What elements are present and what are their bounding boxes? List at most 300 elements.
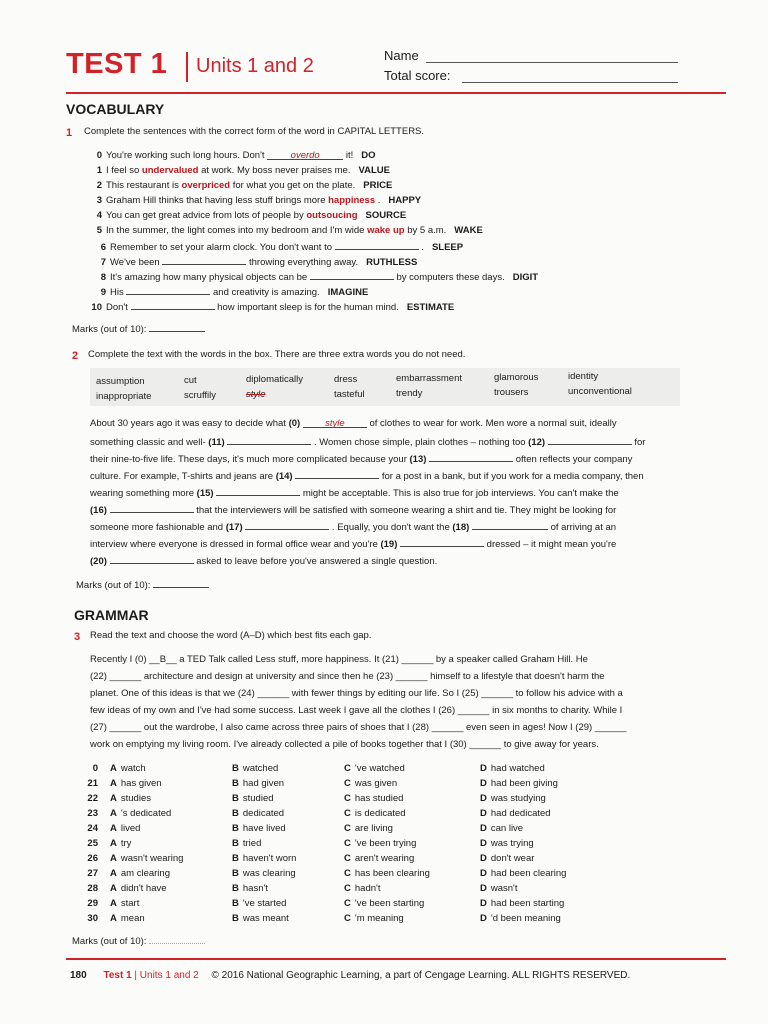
vocabulary-heading: VOCABULARY bbox=[66, 101, 165, 117]
option-number: 0 bbox=[92, 763, 98, 774]
gap-number: (20) bbox=[90, 556, 107, 567]
answer-blank[interactable] bbox=[131, 300, 215, 310]
box-word: diplomatically bbox=[246, 374, 304, 385]
title-divider bbox=[186, 52, 188, 82]
option-d[interactable] bbox=[480, 838, 534, 849]
answer-blank[interactable] bbox=[110, 554, 194, 564]
option-text: lived bbox=[120, 823, 141, 834]
option-number: 24 bbox=[87, 823, 98, 834]
answer-blank[interactable] bbox=[548, 435, 632, 445]
answer-blank[interactable] bbox=[472, 520, 548, 530]
option-letter: A bbox=[110, 898, 117, 909]
option-c[interactable] bbox=[344, 808, 406, 819]
item-text: Remember to set your alarm clock. You don't want to bbox=[110, 242, 333, 253]
handwritten-answer: outsoucing bbox=[306, 210, 358, 221]
footer-copyright: © 2016 National Geographic Learning, a part of Cengage Learning. ALL RIGHTS RESERVED. bbox=[211, 970, 631, 981]
option-text: wasn't bbox=[490, 883, 518, 894]
option-text: hadn't bbox=[354, 883, 381, 894]
item-text: His bbox=[110, 287, 124, 298]
option-letter: D bbox=[480, 868, 487, 879]
gap-number: (16) bbox=[90, 505, 107, 516]
vocab-item bbox=[92, 240, 463, 253]
grammar-text-line: (27) ______ out the wardrobe, I also came across three pairs of shoes that I (28) ______ even seen in ages! Now I (29) ______ bbox=[90, 722, 627, 733]
option-text: 've watched bbox=[354, 763, 405, 774]
option-text: 'm meaning bbox=[354, 913, 404, 924]
item-text: for what you get on the plate. bbox=[232, 180, 356, 191]
grammar-text-line: (22) ______ architecture and design at university and since then he (23) ______ himself to a lifestyle that doesn't harm the bbox=[90, 671, 605, 682]
answer-blank[interactable] bbox=[429, 452, 513, 462]
grammar-heading: GRAMMAR bbox=[74, 607, 149, 623]
paragraph-line bbox=[90, 520, 616, 533]
capital-word: WAKE bbox=[454, 225, 483, 236]
capital-word: SOURCE bbox=[365, 210, 407, 221]
option-text: aren't wearing bbox=[354, 853, 415, 864]
option-letter: B bbox=[232, 793, 239, 804]
option-text: has been clearing bbox=[354, 868, 430, 879]
paragraph-text: might be acceptable. This is also true for job interviews. You can't make the bbox=[302, 488, 619, 499]
handwritten-answer: happiness bbox=[328, 195, 376, 206]
name-field[interactable] bbox=[426, 62, 678, 63]
option-letter: C bbox=[344, 823, 351, 834]
page-number: 180 bbox=[70, 970, 87, 981]
option-letter: D bbox=[480, 763, 487, 774]
option-text: 's dedicated bbox=[120, 808, 172, 819]
option-b[interactable] bbox=[232, 898, 286, 909]
option-letter: C bbox=[344, 838, 351, 849]
option-c[interactable] bbox=[344, 778, 397, 789]
option-d[interactable] bbox=[480, 823, 523, 834]
grammar-text-line: few ideas of my own and I've had some success. Last week I gave all the clothes I (26) ______ in six months to charity. While I bbox=[90, 705, 623, 716]
option-d[interactable] bbox=[480, 853, 534, 864]
vocab-item bbox=[88, 180, 392, 191]
option-text: has studied bbox=[354, 793, 404, 804]
paragraph-line bbox=[90, 469, 644, 482]
option-text: 've been starting bbox=[354, 898, 425, 909]
item-number: 6 bbox=[100, 242, 106, 253]
item-text: I feel so bbox=[106, 165, 140, 176]
capital-word: VALUE bbox=[358, 165, 390, 176]
item-number: 10 bbox=[91, 302, 102, 313]
option-text: had given bbox=[242, 778, 285, 789]
handwritten-answer: overpriced bbox=[181, 180, 231, 191]
gap-number: (19) bbox=[380, 539, 398, 550]
answer-blank[interactable] bbox=[126, 285, 210, 295]
option-letter: D bbox=[480, 883, 487, 894]
option-text: was meant bbox=[242, 913, 289, 924]
box-word: assumption bbox=[96, 376, 145, 387]
option-text: was clearing bbox=[242, 868, 296, 879]
paragraph-text: their nine-to-five life. These days, it's much more complicated because your bbox=[90, 454, 407, 465]
gap-number: (11) bbox=[208, 437, 225, 448]
gap-number: (17) bbox=[225, 522, 243, 533]
example-answer: style bbox=[325, 418, 345, 429]
question-number-1: 1 bbox=[66, 127, 73, 139]
option-a[interactable] bbox=[110, 823, 140, 834]
option-text: 've been trying bbox=[354, 838, 417, 849]
box-word: embarrassment bbox=[396, 373, 462, 384]
option-number: 25 bbox=[87, 838, 98, 849]
box-word: trendy bbox=[396, 388, 423, 399]
option-a[interactable] bbox=[110, 913, 145, 924]
gap-number: (0) bbox=[288, 418, 301, 429]
option-text: had been starting bbox=[490, 898, 565, 909]
marks-q1-field[interactable] bbox=[149, 322, 205, 332]
option-c[interactable] bbox=[344, 898, 424, 909]
option-text: had dedicated bbox=[490, 808, 551, 819]
vocab-item bbox=[92, 270, 538, 283]
option-text: had been giving bbox=[490, 778, 558, 789]
option-text: can live bbox=[490, 823, 524, 834]
answer-blank[interactable] bbox=[227, 435, 311, 445]
option-a[interactable] bbox=[110, 838, 131, 849]
gap-number: (15) bbox=[196, 488, 214, 499]
option-c[interactable] bbox=[344, 793, 403, 804]
vocab-item bbox=[92, 285, 368, 298]
option-letter: C bbox=[344, 913, 351, 924]
option-b[interactable] bbox=[232, 913, 289, 924]
option-b[interactable] bbox=[232, 838, 261, 849]
option-b[interactable] bbox=[232, 778, 284, 789]
option-number: 29 bbox=[87, 898, 98, 909]
option-d[interactable] bbox=[480, 793, 546, 804]
paragraph-text: interview where everyone is dressed in formal office wear and you're bbox=[90, 539, 378, 550]
paragraph-text: of arriving at an bbox=[550, 522, 617, 533]
handwritten-answer: undervalued bbox=[141, 165, 199, 176]
paragraph-text: something classic and well- bbox=[90, 437, 206, 448]
item-number: 7 bbox=[100, 257, 106, 268]
item-text: Don't bbox=[106, 302, 128, 313]
vocab-item bbox=[88, 150, 375, 161]
option-letter: D bbox=[480, 913, 487, 924]
item-text: . bbox=[377, 195, 381, 206]
question-number-3: 3 bbox=[74, 631, 81, 643]
item-text: and creativity is amazing. bbox=[213, 287, 320, 298]
paragraph-line bbox=[90, 418, 617, 429]
item-text: This restaurant is bbox=[106, 180, 179, 191]
option-number: 22 bbox=[87, 793, 98, 804]
capital-word: PRICE bbox=[363, 180, 393, 191]
example-answer: overdo bbox=[290, 150, 320, 161]
option-letter: B bbox=[232, 868, 239, 879]
option-b[interactable] bbox=[232, 808, 284, 819]
option-a[interactable] bbox=[110, 763, 146, 774]
answer-blank[interactable] bbox=[310, 270, 394, 280]
answer-blank[interactable] bbox=[335, 240, 419, 250]
box-word: inappropriate bbox=[96, 391, 152, 402]
option-letter: A bbox=[110, 778, 117, 789]
option-a[interactable] bbox=[110, 868, 170, 879]
gap-number: (18) bbox=[452, 522, 470, 533]
paragraph-line bbox=[90, 435, 645, 448]
option-letter: D bbox=[480, 793, 487, 804]
paragraph-text: of clothes to wear for work. Men wore a normal suit, ideally bbox=[369, 418, 617, 429]
option-letter: D bbox=[480, 838, 487, 849]
score-label: Total score: bbox=[384, 68, 451, 83]
item-text: by 5 a.m. bbox=[407, 225, 447, 236]
option-b[interactable] bbox=[232, 823, 286, 834]
option-text: try bbox=[120, 838, 132, 849]
capital-word: DIGIT bbox=[512, 272, 539, 283]
item-number: 1 bbox=[96, 165, 102, 176]
answer-blank[interactable] bbox=[295, 469, 379, 479]
option-text: has given bbox=[120, 778, 162, 789]
paragraph-text: . Women chose simple, plain clothes – nothing too bbox=[313, 437, 526, 448]
item-text: at work. My boss never praises me. bbox=[201, 165, 351, 176]
paragraph-line bbox=[90, 537, 616, 550]
answer-blank[interactable] bbox=[303, 418, 367, 428]
option-letter: C bbox=[344, 868, 351, 879]
option-letter: B bbox=[232, 778, 239, 789]
option-text: was given bbox=[354, 778, 398, 789]
option-c[interactable] bbox=[344, 883, 380, 894]
item-number: 2 bbox=[96, 180, 102, 191]
option-letter: B bbox=[232, 853, 239, 864]
option-letter: C bbox=[344, 778, 351, 789]
paragraph-text: often reflects your company bbox=[515, 454, 633, 465]
answer-blank[interactable] bbox=[400, 537, 484, 547]
option-number: 26 bbox=[87, 853, 98, 864]
answer-blank[interactable] bbox=[245, 520, 329, 530]
vocab-item bbox=[88, 210, 406, 221]
marks-q2-field[interactable] bbox=[153, 578, 209, 588]
header-rule bbox=[66, 92, 726, 94]
option-a[interactable] bbox=[110, 883, 167, 894]
option-d[interactable] bbox=[480, 763, 545, 774]
option-text: 've started bbox=[242, 898, 287, 909]
option-text: are living bbox=[354, 823, 393, 834]
option-letter: A bbox=[110, 883, 117, 894]
option-letter: A bbox=[110, 793, 117, 804]
option-number: 28 bbox=[87, 883, 98, 894]
paragraph-text: wearing something more bbox=[90, 488, 195, 499]
question-1-instruction: Complete the sentences with the correct form of the word in CAPITAL LETTERS. bbox=[84, 126, 425, 137]
grammar-text-line: planet. One of this ideas is that we (24) ______ with fewer things by editing our life. So I (25) ______ to follow his advice with a bbox=[90, 688, 623, 699]
option-number: 30 bbox=[87, 913, 98, 924]
grammar-text-line: work on emptying my living room. I've already collected a pile of books together that I (30) ______ to give away for years. bbox=[90, 739, 599, 750]
option-letter: A bbox=[110, 823, 117, 834]
option-d[interactable] bbox=[480, 883, 518, 894]
option-letter: D bbox=[480, 853, 487, 864]
item-number: 9 bbox=[100, 287, 106, 298]
capital-word: SLEEP bbox=[431, 242, 464, 253]
box-word: glamorous bbox=[494, 372, 539, 383]
item-text: throwing everything away. bbox=[248, 257, 359, 268]
option-letter: A bbox=[110, 853, 117, 864]
option-letter: C bbox=[344, 883, 351, 894]
item-text: We've been bbox=[110, 257, 160, 268]
footer bbox=[70, 970, 630, 981]
option-letter: B bbox=[232, 913, 239, 924]
option-text: is dedicated bbox=[354, 808, 406, 819]
box-word: dress bbox=[334, 374, 358, 385]
option-d[interactable] bbox=[480, 778, 558, 789]
item-text: Graham Hill thinks that having less stuff brings more bbox=[106, 195, 326, 206]
total-score-field[interactable] bbox=[462, 82, 678, 83]
item-text: You can get great advice from lots of people by bbox=[106, 210, 304, 221]
option-letter: B bbox=[232, 808, 239, 819]
marks-q1: Marks (out of 10): bbox=[72, 322, 205, 335]
marks-q2: Marks (out of 10): bbox=[76, 578, 209, 591]
option-a[interactable] bbox=[110, 778, 162, 789]
item-text: In the summer, the light comes into my bedroom and I'm wide bbox=[106, 225, 365, 236]
option-letter: D bbox=[480, 898, 487, 909]
option-letter: A bbox=[110, 763, 117, 774]
option-letter: C bbox=[344, 898, 351, 909]
capital-word: ESTIMATE bbox=[406, 302, 455, 313]
item-text: by computers these days. bbox=[396, 272, 505, 283]
option-text: studied bbox=[242, 793, 274, 804]
option-b[interactable] bbox=[232, 853, 296, 864]
option-letter: B bbox=[232, 823, 239, 834]
gap-number: (12) bbox=[528, 437, 546, 448]
option-text: start bbox=[120, 898, 140, 909]
capital-word: IMAGINE bbox=[327, 287, 369, 298]
paragraph-line bbox=[90, 452, 632, 465]
option-d[interactable] bbox=[480, 868, 566, 879]
option-text: don't wear bbox=[490, 853, 535, 864]
paragraph-text: . Equally, you don't want the bbox=[331, 522, 450, 533]
item-number: 0 bbox=[96, 150, 102, 161]
option-text: 'd been meaning bbox=[490, 913, 561, 924]
gap-number: (14) bbox=[275, 471, 293, 482]
box-word: unconventional bbox=[568, 386, 632, 397]
name-label: Name bbox=[384, 48, 419, 63]
option-text: was trying bbox=[490, 838, 534, 849]
box-word: identity bbox=[568, 371, 599, 382]
paragraph-text: asked to leave before you've answered a single question. bbox=[196, 556, 438, 567]
answer-blank[interactable] bbox=[267, 150, 343, 160]
option-letter: D bbox=[480, 808, 487, 819]
option-c[interactable] bbox=[344, 868, 430, 879]
test-title: TEST 1 bbox=[66, 48, 168, 80]
option-b[interactable] bbox=[232, 793, 274, 804]
gap-number: (13) bbox=[409, 454, 427, 465]
option-a[interactable] bbox=[110, 853, 183, 864]
paragraph-line bbox=[90, 503, 616, 516]
answer-blank[interactable] bbox=[216, 486, 300, 496]
option-d[interactable] bbox=[480, 913, 561, 924]
item-text: it! bbox=[345, 150, 354, 161]
option-c[interactable] bbox=[344, 913, 404, 924]
option-d[interactable] bbox=[480, 898, 564, 909]
question-3-instruction: Read the text and choose the word (A–D) which best fits each gap. bbox=[90, 630, 372, 641]
option-text: had watched bbox=[490, 763, 545, 774]
option-letter: C bbox=[344, 853, 351, 864]
capital-word: HAPPY bbox=[388, 195, 422, 206]
box-word: scruffily bbox=[184, 390, 217, 401]
paragraph-text: About 30 years ago it was easy to decide what bbox=[90, 418, 286, 429]
option-text: wasn't wearing bbox=[120, 853, 184, 864]
paragraph-text: for a post in a bank, but if you work for a media company, then bbox=[381, 471, 644, 482]
capital-word: DO bbox=[361, 150, 376, 161]
item-text: You're working such long hours. Don't bbox=[106, 150, 265, 161]
option-letter: A bbox=[110, 913, 117, 924]
paragraph-text: for bbox=[634, 437, 646, 448]
option-text: mean bbox=[120, 913, 145, 924]
option-text: tried bbox=[242, 838, 262, 849]
footer-test: Test 1 bbox=[103, 970, 132, 981]
vocab-item bbox=[88, 300, 454, 313]
marks-q3-field[interactable] bbox=[149, 934, 205, 944]
option-letter: D bbox=[480, 778, 487, 789]
option-c[interactable] bbox=[344, 763, 405, 774]
item-text: It's amazing how many physical objects can be bbox=[110, 272, 308, 283]
option-b[interactable] bbox=[232, 883, 268, 894]
option-letter: B bbox=[232, 838, 239, 849]
vocab-item bbox=[88, 165, 390, 176]
paragraph-line bbox=[90, 554, 437, 567]
capital-word: RUTHLESS bbox=[366, 257, 418, 268]
marks-q3: Marks (out of 10): bbox=[72, 934, 205, 947]
paragraph-text: someone more fashionable and bbox=[90, 522, 224, 533]
item-number: 8 bbox=[100, 272, 106, 283]
question-2-instruction: Complete the text with the words in the box. There are three extra words you do not need. bbox=[88, 349, 466, 360]
option-b[interactable] bbox=[232, 868, 296, 879]
option-text: hasn't bbox=[242, 883, 268, 894]
option-text: am clearing bbox=[120, 868, 170, 879]
option-text: watched bbox=[242, 763, 279, 774]
option-text: watch bbox=[120, 763, 146, 774]
box-word: style bbox=[246, 389, 266, 400]
units-title: Units 1 and 2 bbox=[196, 55, 314, 77]
option-letter: A bbox=[110, 808, 117, 819]
answer-blank[interactable] bbox=[110, 503, 194, 513]
item-number: 3 bbox=[96, 195, 102, 206]
item-text: . bbox=[421, 242, 424, 253]
option-c[interactable] bbox=[344, 853, 414, 864]
option-number: 27 bbox=[87, 868, 98, 879]
answer-blank[interactable] bbox=[162, 255, 246, 265]
option-a[interactable] bbox=[110, 898, 139, 909]
paragraph-text: dressed – it might mean you're bbox=[486, 539, 617, 550]
grammar-text-line: Recently I (0) __B__ a TED Talk called Less stuff, more happiness. It (21) ______ by a speaker called Graham Hill. He bbox=[90, 654, 588, 665]
item-number: 4 bbox=[96, 210, 102, 221]
option-letter: B bbox=[232, 883, 239, 894]
question-number-2: 2 bbox=[72, 350, 79, 362]
option-letter: C bbox=[344, 763, 351, 774]
option-letter: C bbox=[344, 793, 351, 804]
option-c[interactable] bbox=[344, 823, 393, 834]
item-number: 5 bbox=[96, 225, 102, 236]
footer-rule bbox=[66, 958, 726, 960]
option-text: dedicated bbox=[242, 808, 285, 819]
box-word: tasteful bbox=[334, 389, 365, 400]
paragraph-line bbox=[90, 486, 619, 499]
option-text: have lived bbox=[242, 823, 286, 834]
option-text: was studying bbox=[490, 793, 546, 804]
option-letter: B bbox=[232, 763, 239, 774]
paragraph-text: that the interviewers will be satisfied with someone wearing a shirt and tie. They might be looking for bbox=[196, 505, 617, 516]
option-letter: A bbox=[110, 838, 117, 849]
option-a[interactable] bbox=[110, 808, 171, 819]
vocab-item bbox=[88, 225, 483, 236]
option-letter: B bbox=[232, 898, 239, 909]
option-text: had been clearing bbox=[490, 868, 567, 879]
vocab-item bbox=[92, 255, 417, 268]
box-word: cut bbox=[184, 375, 197, 386]
option-a[interactable] bbox=[110, 793, 151, 804]
box-word: trousers bbox=[494, 387, 529, 398]
option-number: 21 bbox=[87, 778, 98, 789]
item-text: how important sleep is for the human mind. bbox=[217, 302, 399, 313]
option-d[interactable] bbox=[480, 808, 551, 819]
handwritten-answer: wake up bbox=[367, 225, 405, 236]
option-letter: D bbox=[480, 823, 487, 834]
option-letter: C bbox=[344, 808, 351, 819]
option-b[interactable] bbox=[232, 763, 278, 774]
option-c[interactable] bbox=[344, 838, 416, 849]
vocab-item bbox=[88, 195, 421, 206]
